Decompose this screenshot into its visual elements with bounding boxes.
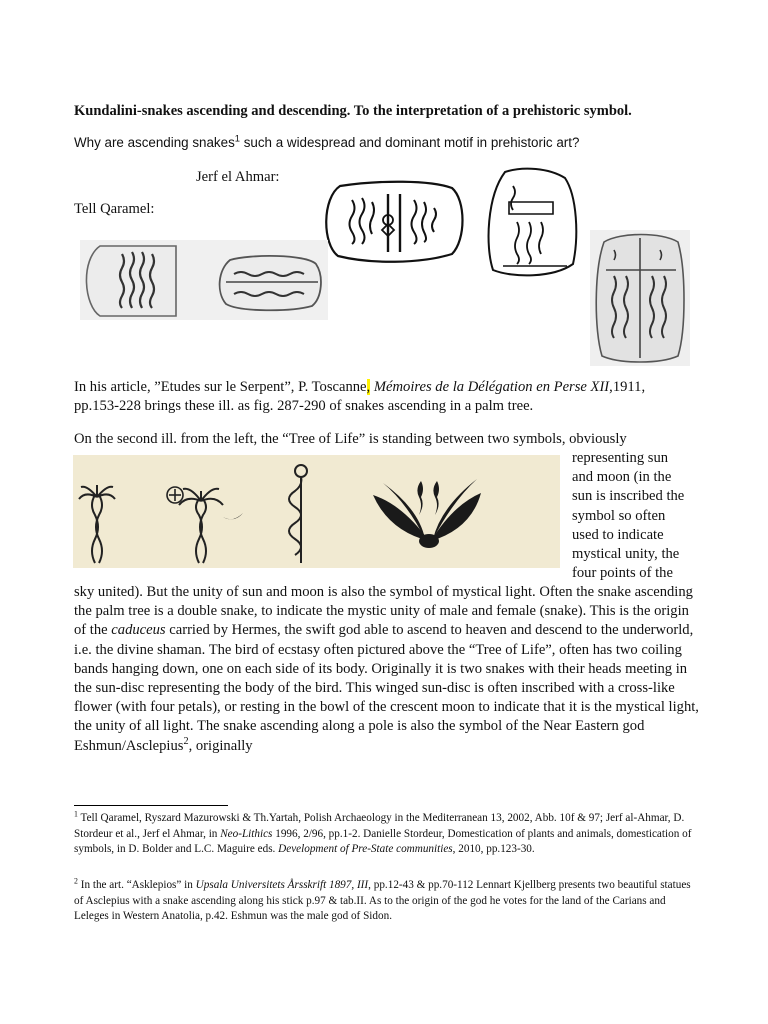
footnote-1-number: 1 (74, 809, 78, 819)
crescent-moon (223, 513, 243, 519)
jerf-grey-stone-figure (590, 230, 690, 366)
para1-journal-title: Mémoires de la Délégation en Perse XII (373, 379, 610, 395)
sun-disc (167, 487, 183, 503)
side-line: symbol so often (572, 507, 666, 524)
fn1-text-b: 1996, 2/96, pp.1-2. Danielle Stordeur, Domestication of plants and animals, domestication of symbols, in D. Bolder and L.C. Maguire eds. (74, 827, 692, 856)
footnote-separator (74, 805, 228, 806)
para2-text-c: , originally (188, 737, 253, 754)
question-text-b: such a widespread and dominant motif in prehistoric art? (240, 135, 580, 150)
footnote-2-number: 2 (74, 876, 78, 886)
intro-question (74, 134, 714, 152)
document-title: Kundalini-snakes ascending and descending. To the interpretation of a prehistoric symbol. (74, 103, 632, 119)
para1-text-b: pp.153-228 brings these ill. as fig. 287-290 of snakes ascending in a palm tree. (74, 398, 534, 415)
side-line: used to indicate (572, 526, 664, 543)
para1-year: ,1911, (609, 379, 646, 395)
fn1-italic-development: Development of Pre-State communities (278, 843, 453, 856)
side-line: representing sun (572, 450, 669, 466)
jerf-upright-stone-figure (483, 166, 581, 280)
paragraph-toscanne (74, 378, 704, 416)
side-line: sun is inscribed the (572, 488, 685, 505)
label-tell-qaramel: Tell Qaramel: (74, 201, 155, 217)
fn1-text-c: , 2010, pp.123-30. (452, 843, 535, 856)
fn2-italic-upsala: Upsala Universitets Årsskrift 1897, III (195, 879, 369, 891)
footnote-ref-1: 1 (234, 133, 240, 144)
para2-text-a: sky united). But the unity of sun and moon is also the symbol of mystical light. Often the snake ascending the palm tree is a double snake, to indicate the mystic unity of male and female (snake). This is the origin of the (74, 584, 693, 639)
side-line: four points of the (572, 565, 673, 582)
staff-with-snake (289, 465, 307, 563)
side-line: mystical unity, the (572, 546, 680, 563)
jerf-el-ahmar-stone-figure (320, 178, 468, 264)
paragraph-tree-of-life-line1: On the second ill. from the left, the “Tree of Life” is standing between two symbols, obviously (74, 431, 627, 447)
winged-sun-disc (373, 479, 481, 548)
paragraph-tree-of-life-rest (74, 583, 704, 756)
label-jerf-el-ahmar: Jerf el Ahmar: (196, 169, 280, 185)
footnote-2 (74, 878, 694, 925)
tell-qaramel-stones-figure (80, 240, 328, 320)
fn1-italic-neolithics: Neo-Lithics (220, 827, 273, 840)
highlighted-comma: , (366, 379, 371, 395)
footnote-1 (74, 811, 694, 858)
para2-text-b: carried by Hermes, the swift god able to ascend to heaven and descend to the underworld, i.e. the divine shaman. The bird of ecstasy often pictured above the “Tree of Life”, often has two coiling bands hanging down, one on each side of its body. Originally it is two snakes with their heads meeting in the sun-disc representing the body of the bird. This winged sun-disc is often inscribed with a cross-like flower (with four petals), or resting in the bowl of the crescent moon to indicate that it is the mystical light, the unity of all light. The snake ascending along a pole is also the symbol of the Near Eastern god Eshmun/Asclepius (74, 622, 699, 754)
caduceus-term: caduceus (111, 622, 166, 639)
fn1-text-a: Tell Qaramel, Ryszard Mazurowski & Th.Yartah, Polish Archaeology in the Mediterranean 13, 2002, Abb. 10f & 97; Jerf al-Ahmar, D. Stordeur et al., Jerf el Ahmar, in (74, 812, 685, 840)
side-line: and moon (in the (572, 469, 672, 486)
fn2-text-b: , pp.12-43 & pp.70-112 Lennart Kjellberg presents two beautiful statues of Asclepius with a snake ascending along his stick p.97 & tab.II. As to the origin of the god he votes for the land of the Carians and Leleges in Western Anatolia, p.42. Eshmun was the male god of Sidon. (74, 879, 691, 923)
footnote-ref-2: 2 (183, 735, 189, 747)
paragraph-side-column (572, 449, 702, 583)
para1-text-a: In his article, ”Etudes sur le Serpent”, P. Toscanne (74, 379, 367, 395)
fn2-text-a: In the art. “Asklepios” in (77, 879, 196, 891)
question-text-a: Why are ascending snakes (74, 135, 235, 150)
snakes-palm-tree-figure (73, 455, 560, 568)
tree-of-life-2 (179, 489, 223, 563)
tree-of-life-1 (79, 485, 115, 563)
